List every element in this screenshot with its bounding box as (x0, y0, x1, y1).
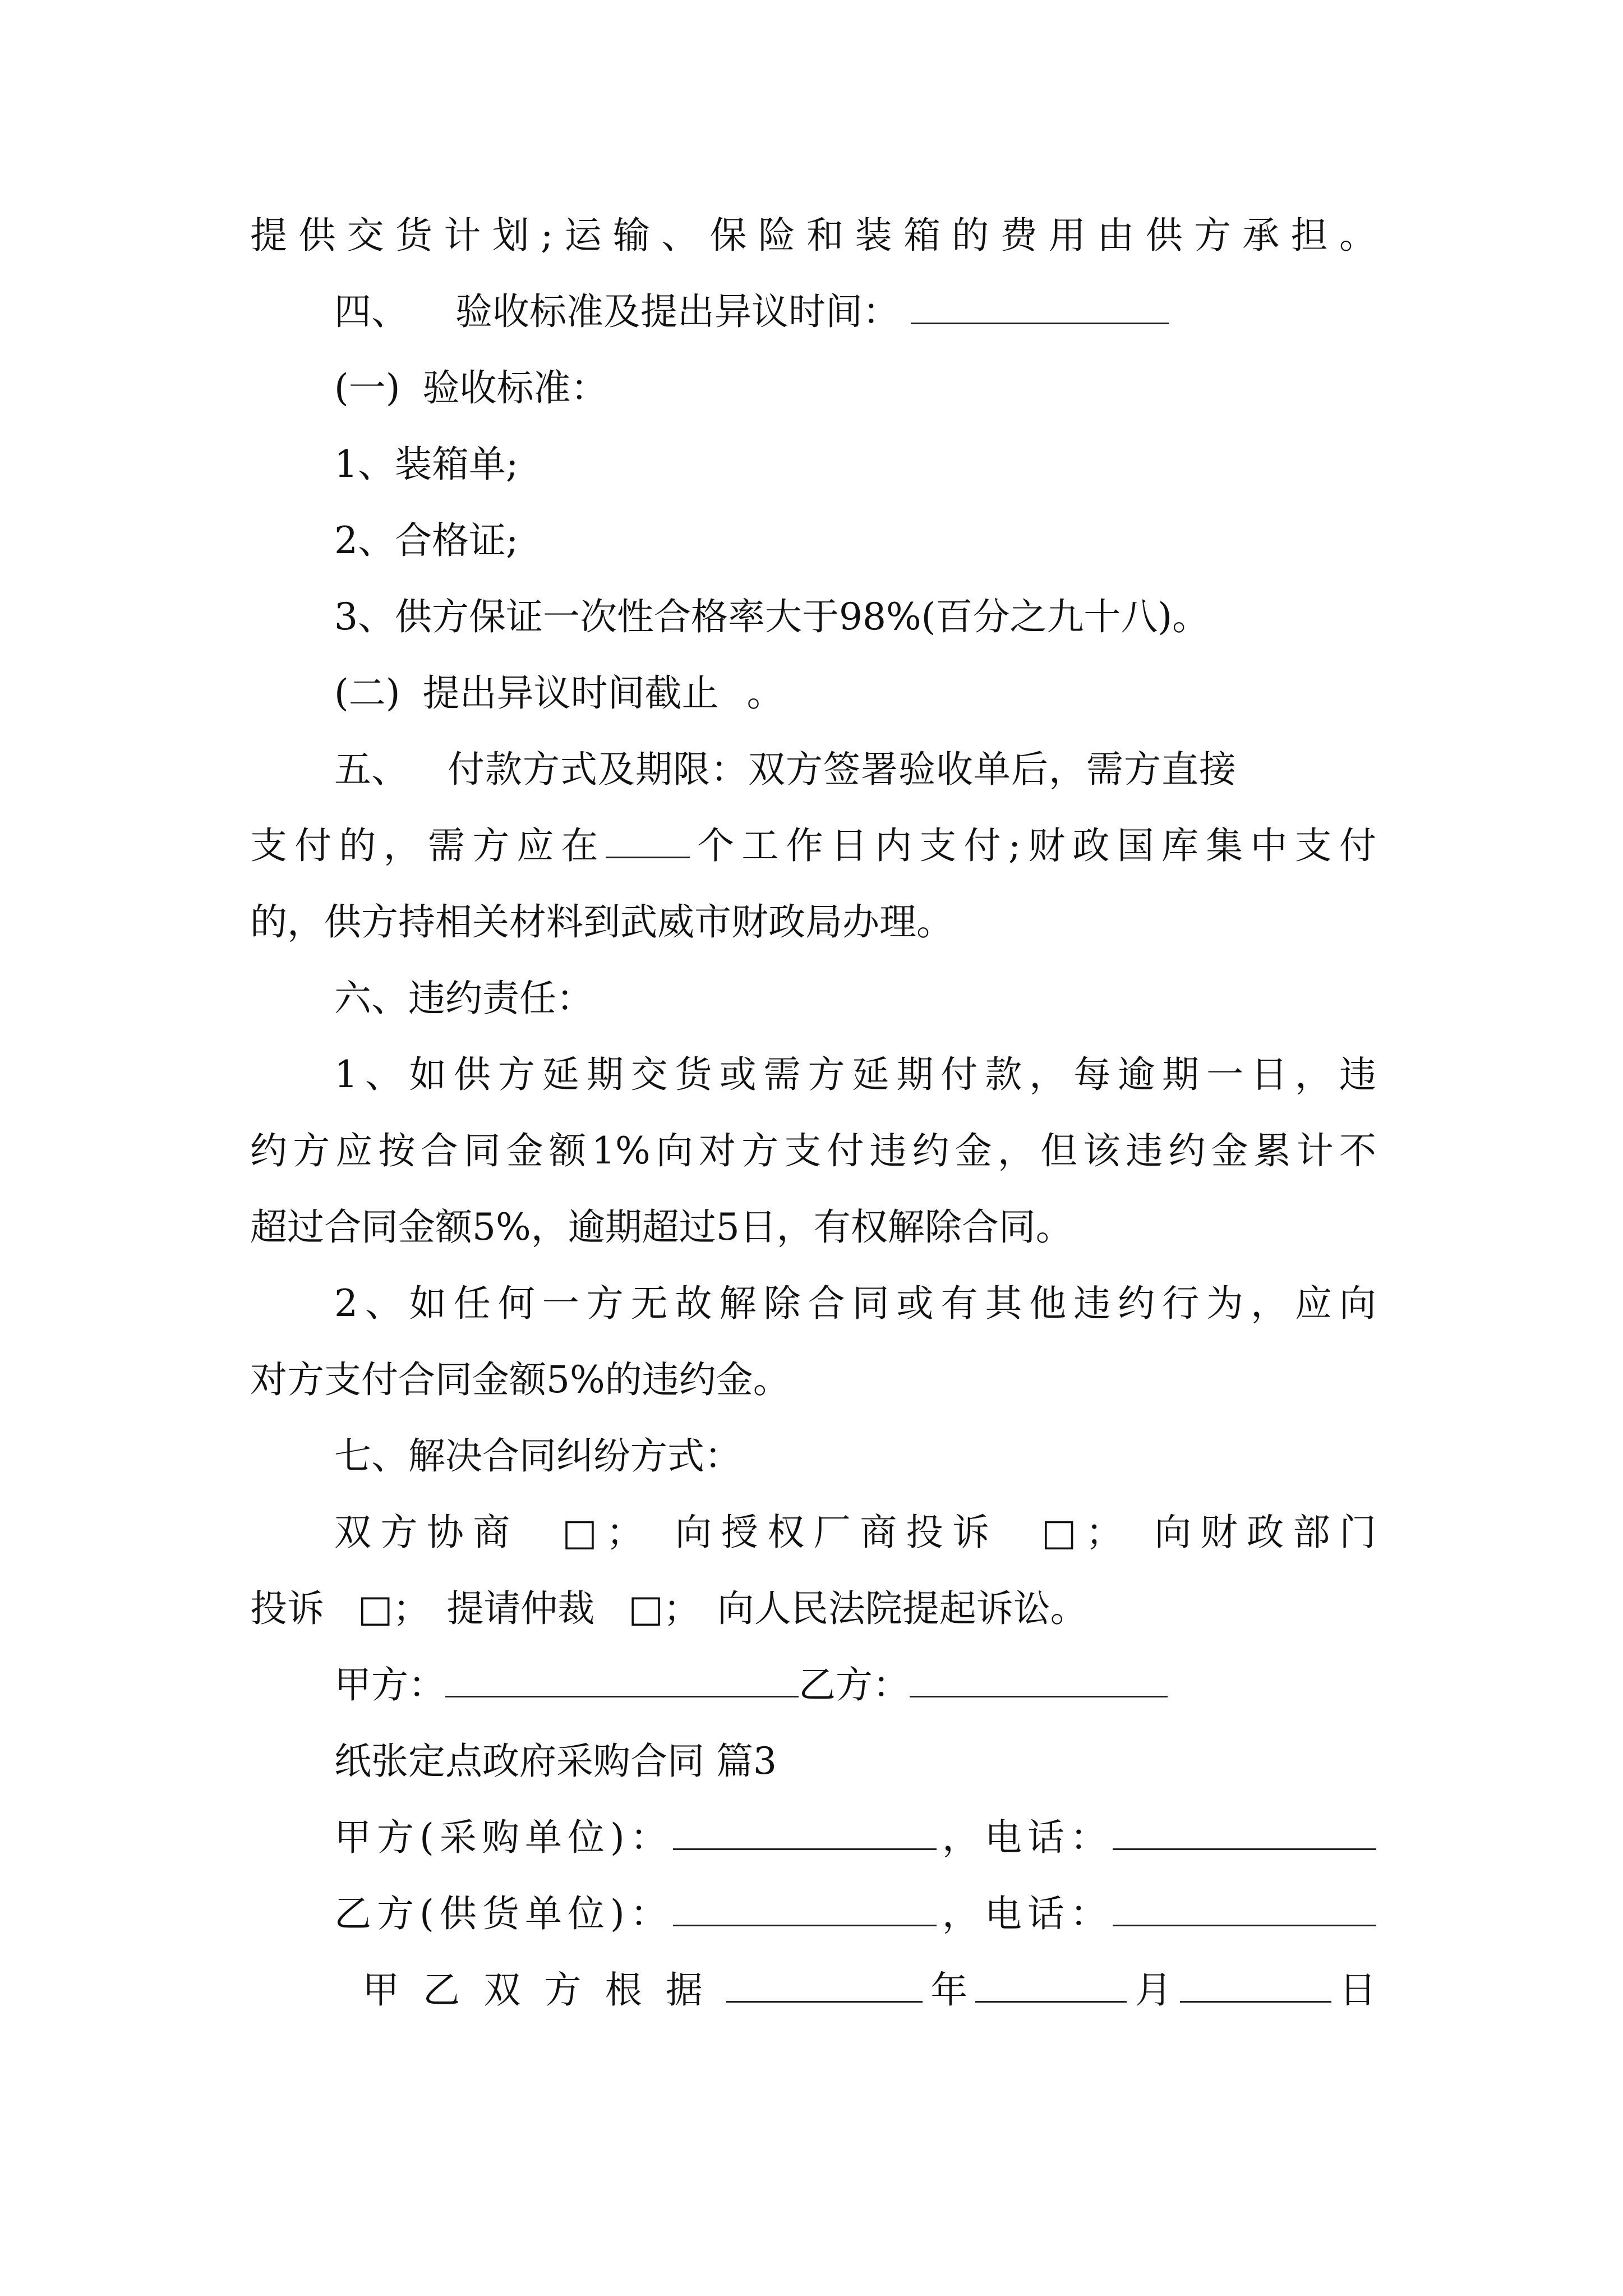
list-item: 3、供方保证一次性合格率大于98%(百分之九十八)。 (334, 595, 1210, 638)
subsection-number: (二) (334, 671, 400, 715)
fill-blank (673, 1888, 937, 1926)
subsection-heading: (二) 提出异议时间截止 。 (334, 671, 784, 715)
fill-blank (1113, 1811, 1376, 1850)
paragraph-line: 约方应按合同金额1%向对方支付违约金，但该违约金累计不 (250, 1129, 1376, 1172)
paragraph-line: 2、如任何一方无故解除合同或有其他违约行为，应向 (334, 1282, 1376, 1325)
paragraph-line: 的，供方持相关材料到武威市财政局办理。 (250, 900, 953, 944)
checkbox[interactable]: □ (628, 1587, 663, 1630)
section-7-heading: 七、解决合同纠纷方式： (334, 1434, 741, 1478)
fill-blank (975, 1964, 1127, 2003)
fill-blank (445, 1659, 799, 1697)
section-6-heading: 六、违约责任： (334, 977, 593, 1020)
section-heading: 纸张定点政府采购合同 篇3 (334, 1740, 777, 1783)
signature-label-a: 甲方： (334, 1663, 445, 1706)
signature-line (334, 1658, 1460, 1712)
checkbox[interactable]: □ (358, 1587, 393, 1630)
paragraph-line: 超过合同金额5%，逾期超过5日，有权解除合同。 (250, 1205, 1073, 1249)
fill-blank (911, 286, 1169, 324)
fill-blank (726, 1964, 923, 2003)
section-5-line: 五、 付款方式及期限：双方签署验收单后，需方直接 (334, 748, 1237, 791)
subsection-title: 验收标准： (422, 366, 608, 409)
section-number: 五、 (334, 748, 408, 791)
section-title: 验收标准及提出异议时间： (455, 290, 900, 333)
subsection-title: 提出异议时间截止 (422, 671, 719, 715)
paragraph-line: 提供交货计划;运输、保险和装箱的费用由供方承担。 (250, 214, 1376, 257)
section-4-heading (334, 285, 1460, 339)
subsection-number: (一) (334, 366, 400, 409)
subsection-heading (334, 361, 1460, 415)
fill-blank (1113, 1888, 1376, 1926)
party-line: 甲方(采购单位)： ，电话： (334, 1811, 1376, 1865)
paragraph-line: 支付的，需方应在 个工作日内支付;财政国库集中支付 (250, 819, 1376, 873)
list-item: 1、装箱单; (334, 443, 519, 486)
fill-blank (673, 1811, 937, 1850)
signature-label-b: 乙方： (799, 1663, 910, 1706)
party-line: 乙方(供货单位)： ，电话： (334, 1887, 1376, 1941)
fill-blank (606, 820, 690, 858)
checkbox[interactable]: □ (552, 1511, 607, 1554)
dispute-options-line: 投诉 □； 提请仲裁 □； 向人民法院提起诉讼。 (250, 1587, 1087, 1630)
paragraph-line: 1、如供方延期交货或需方延期付款，每逾期一日，违 (334, 1053, 1376, 1096)
section-number: 四、 (334, 290, 408, 333)
fill-blank (1180, 1964, 1331, 2003)
date-line: 甲乙双方根据 年 月 日 (362, 1963, 1376, 2017)
checkbox[interactable]: □ (1032, 1511, 1086, 1554)
dispute-options-line: 双方协商 □； 向授权厂商投诉 □； 向财政部门 (334, 1511, 1377, 1554)
fill-blank (910, 1659, 1168, 1697)
list-item: 2、合格证; (334, 519, 519, 562)
paragraph-line: 对方支付合同金额5%的违约金。 (250, 1358, 790, 1401)
